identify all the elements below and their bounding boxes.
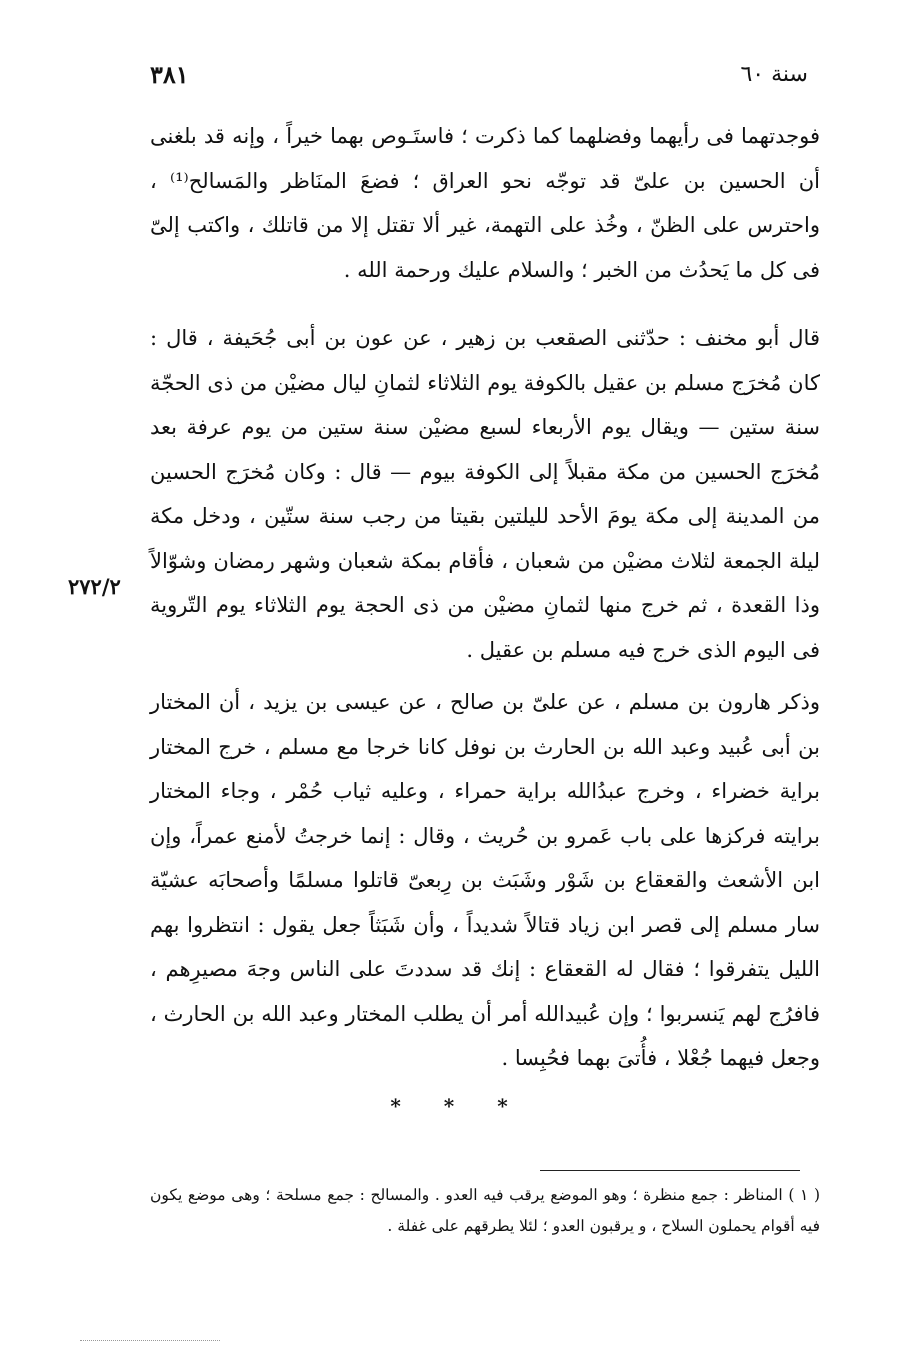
paragraph-1: فوجدتهما فى رأيهما وفضلهما كما ذكرت ؛ فاستَـوص بهما خيراً ، وإنه قد بلغنى أن الحسين بن علىّ قد توجّه نحو العراق ؛ فضعَ المنَاظر والمَسالح⁽¹⁾ ، واحترس على الظنّ ، وخُذ على التهمة، غير ألا تقتل إلا من قاتلك ، واكتب إلىّ فى كل ما يَحدُث من الخبر ؛ والسلام عليك ورحمة الله .: [150, 124, 820, 282]
paragraph-2: قال أبو مخنف : حدّثنى الصقعب بن زهير ، عن عون بن أبى جُحَيفة ، قال : كان مُخرَج مسلم بن عقيل بالكوفة يوم الثلاثاء لثمانِ ليال مضيْن من ذى الحجّة سنة ستين — ويقال يوم الأربعاء لسبع مضيْن سنة ستين من يوم عرفة بعد مُخرَج الحسين من مكة مقبلاً إلى الكوفة بيوم — قال : وكان مُخرَج الحسين من المدينة إلى مكة يومَ الأحد لليلتين بقيتا من رجب سنة ستّين ، ودخل مكة ليلة الجمعة لثلاث مضيْن من شعبان ، فأقام بمكة شعبان وشهر رمضان وشوّالاً وذا القعدة ، ثم خرج منها لثمانِ مضيْن من ذى الحجة يوم الثلاثاء يوم التّروية فى اليوم الذى خرج فيه مسلم بن عقيل .: [150, 326, 820, 662]
page-header: [150, 60, 820, 96]
section-separator: * * *: [390, 1094, 526, 1118]
running-head: سنة ٦٠: [740, 62, 808, 87]
bottom-dotted-rule: [80, 1340, 220, 1341]
footnote-rule: [540, 1170, 800, 1171]
footnote: ( ١ ) المناظر : جمع منظرة ؛ وهو الموضع يرقب فيه العدو . والمسالح : جمع مسلحة ؛ وهى موضع يكون فيه أقوام يحملون السلاح ، و يرقبون العدو ؛ لئلا يطرقهم على غفلة .: [150, 1186, 821, 1235]
paragraph-3: وذكر هارون بن مسلم ، عن علىّ بن صالح ، عن عيسى بن يزيد ، أن المختار بن أبى عُبيد وعبد الله بن الحارث بن نوفل كانا خرجا مع مسلم ، خرج المختار براية خضراء ، وخرج عبدُالله براية حمراء ، وعليه ثياب حُمْر ، وجاء المختار برايته فركزها على باب عَمرو بن حُريث ، وقال : إنما خرجتُ لأمنع عمراً، وإن ابن الأشعث والقعقاع بن شَوْر وشَبَث بن رِبعىّ قاتلوا مسلمًا وأصحابَه عشيّة سار مسلم إلى قصر ابن زياد قتالاً شديداً ، وأن شَبَثاً جعل يقول : انتظروا بهم الليل يتفرقوا ؛ فقال له القعقاع : إنك قد سددتَ على الناس وجهَ مصيرِهم ، فافرُج لهم يَنسربوا ؛ وإن عُبيدالله أمر أن يطلب المختار وعبد الله بن الحارث ، وجعل فيهما جُعْلا ، فأُتىَ بهما فحُبِسا .: [150, 690, 820, 1070]
page-number: ٣٨١: [150, 60, 189, 89]
margin-reference: ٢٧٢/٢: [68, 574, 121, 599]
